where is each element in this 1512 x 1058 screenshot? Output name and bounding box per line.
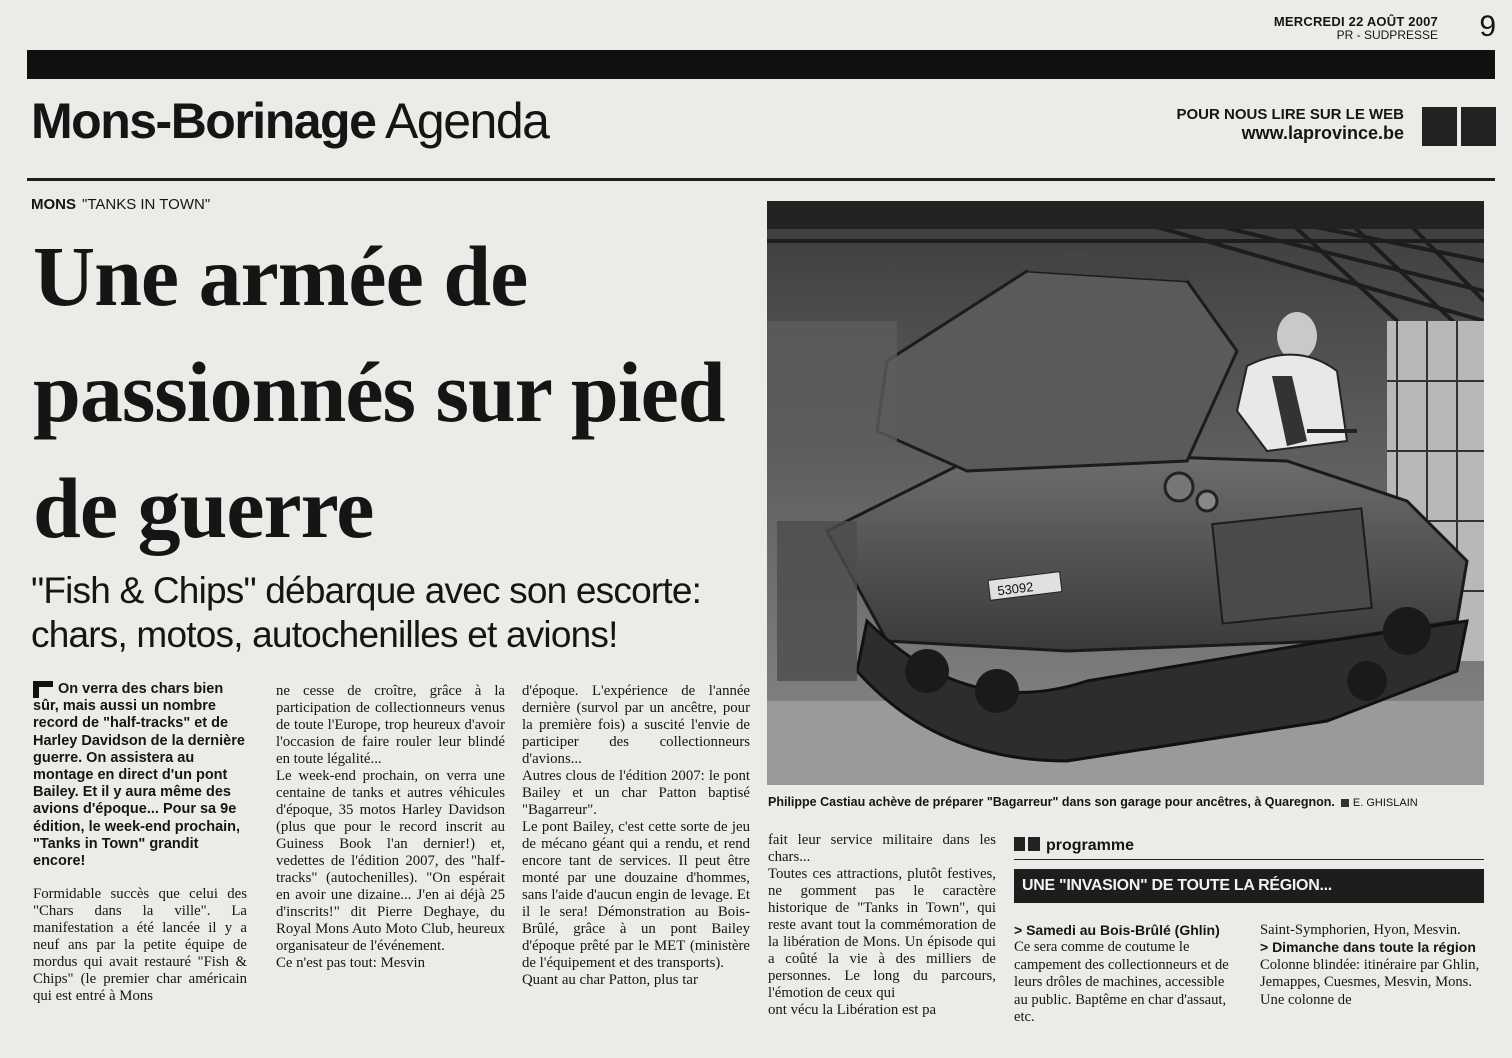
article-photo <box>767 201 1484 785</box>
article-lead-text: On verra des chars bien sûr, mais aussi un nombre record de "half-tracks" et de Harley Davidson de la dernière guerre. On assistera au montage en direct d'un pont Bailey. Et il y aura même des avions d'époque... Pour sa 9e édition, le week-end prochain, "Tanks in Town" grandit encore! <box>33 681 245 870</box>
column-3-paragraph-3: Le pont Bailey, c'est cette sorte de jeu de mécano géant qui a rendu, et rend encore tant de services. Il peut être monté par une douzaine d'hommes, sans l'aide d'aucun engin de levage. Et il le sera! Démonstration au Bois-Brûlé, grâce à un pont Bailey d'époque prêté par le MET (ministère de l'équipement et des transports). <box>522 819 750 971</box>
programme-day-sunday: > Dimanche dans toute la région <box>1260 939 1476 956</box>
programme-continued-text: Saint-Symphorien, Hyon, Mesvin. <box>1260 922 1461 938</box>
programme-bars-icon <box>1014 837 1040 851</box>
issue-date: MERCREDI 22 AOÛT 2007 <box>1273 14 1438 29</box>
article-lead <box>33 681 247 870</box>
column-3-paragraph-2: Autres clous de l'édition 2007: le pont Bailey et un char Patton baptisé "Bagarreur". <box>522 768 750 818</box>
web-promo-bars <box>1422 107 1496 146</box>
top-black-rule <box>27 50 1495 79</box>
column-4-paragraph-2: Toutes ces attractions, plutôt festives, ne gomment pas le caractère historique de "Tanks in Town", qui reste avant tout la commémoration de la libération de Mons. Un épisode qui a coûté la vie à des milliers de personnes. Le long du parcours, l'émotion de ceux qui <box>768 866 996 1001</box>
section-title-main: Mons-Borinage <box>31 93 376 149</box>
edition-label: PR - SUDPRESSE <box>1336 27 1438 42</box>
credit-mark <box>1341 799 1349 807</box>
masthead-date-block <box>1274 15 1438 41</box>
programme-column-1 <box>1014 922 1240 1053</box>
article-column-2 <box>276 683 505 1053</box>
programme-title <box>1014 837 1134 855</box>
photo-credit: E. GHISLAIN <box>1352 797 1418 809</box>
web-promo <box>1176 107 1404 143</box>
column-3-paragraph-1: d'époque. L'expérience de l'année dernière (survol par un ancêtre, pour la première fois) a suscité l'envie de participer des collectionneurs d'avions... <box>522 683 750 767</box>
lead-bracket-mark <box>33 681 53 698</box>
programme-day-saturday: > Samedi au Bois-Brûlé (Ghlin) <box>1014 922 1220 938</box>
programme-day-sunday-text: Colonne blindée: itinéraire par Ghlin, Jemappes, Cuesmes, Mesvin, Mons. Une colonne de <box>1260 956 1480 1008</box>
column-2-paragraph-3: Ce n'est pas tout: Mesvin <box>276 955 425 971</box>
column-2-paragraph-2: Le week-end prochain, on verra une centaine de tanks et autres véhicules d'époque, 35 motos Harley Davidson (plus que pour le record inscrit au Guiness Book l'an dernier!) et, vedettes de l'édition 2007, des "half-tracks" (autochenilles). "On espérait en avoir une dizaine... J'en ai déjà 25 d'inscrits!" dit Pierre Deghaye, du Royal Mons Auto Moto Club, heureux organisateur de l'événement. <box>276 768 505 954</box>
article-column-3 <box>522 683 750 1053</box>
programme-day-saturday-text: Ce sera comme de coutume le campement des collectionneurs et de leurs drôles de machines, accessible au public. Baptême en char d'assaut, etc. <box>1014 939 1229 1026</box>
kicker-topic: "TANKS IN TOWN" <box>82 196 211 213</box>
caption-text: Philippe Castiau achève de préparer "Bagarreur" dans son garage pour ancêtres, à Quaregnon. <box>768 795 1335 809</box>
page-number: 9 <box>1479 10 1496 43</box>
column-4-paragraph-1: fait leur service militaire dans les chars... <box>768 832 996 865</box>
hull-plate-number: 53092 <box>996 579 1035 599</box>
column-3-paragraph-4: Quant au char Patton, plus tar <box>522 972 698 988</box>
web-promo-label: POUR NOUS LIRE SUR LE WEB <box>1176 106 1404 123</box>
article-subhead: "Fish & Chips" débarque avec son escorte: chars, motos, autochenilles et avions! <box>31 570 702 655</box>
tank-photo-illustration <box>767 201 1484 785</box>
photo-caption <box>768 795 1418 809</box>
column-4-paragraph-3: ont vécu la Libération est pa <box>768 1002 937 1018</box>
article-column-4 <box>768 832 996 1053</box>
programme-title-text: programme <box>1046 837 1135 854</box>
programme-column-2 <box>1260 922 1486 1053</box>
article-headline: Une armée de passionnés sur pied de guerre <box>33 228 725 556</box>
column-2-paragraph-1: ne cesse de croître, grâce à la participation de collectionneurs venus de toute l'Europe, trop heureux d'avoir l'occasion de faire rouler leur blindé en toute légalité... <box>276 683 505 767</box>
programme-rule <box>1014 859 1484 860</box>
web-promo-url[interactable]: www.laprovince.be <box>1241 122 1404 143</box>
article-kicker <box>31 196 210 213</box>
column-1-body: Formidable succès que celui des "Chars dans la ville". La manifestation a été lancée il y a neuf ans par la petite équipe de mordus qui avait restauré "Fish & Chips" (le premier char américain qui est entré à Mons <box>33 886 247 1005</box>
kicker-place: MONS <box>31 196 76 213</box>
programme-banner: UNE "INVASION" DE TOUTE LA RÉGION... <box>1014 869 1484 903</box>
article-column-1 <box>33 681 247 1053</box>
section-title-sub: Agenda <box>385 93 549 149</box>
header-rule <box>27 178 1495 181</box>
section-title <box>31 92 548 150</box>
